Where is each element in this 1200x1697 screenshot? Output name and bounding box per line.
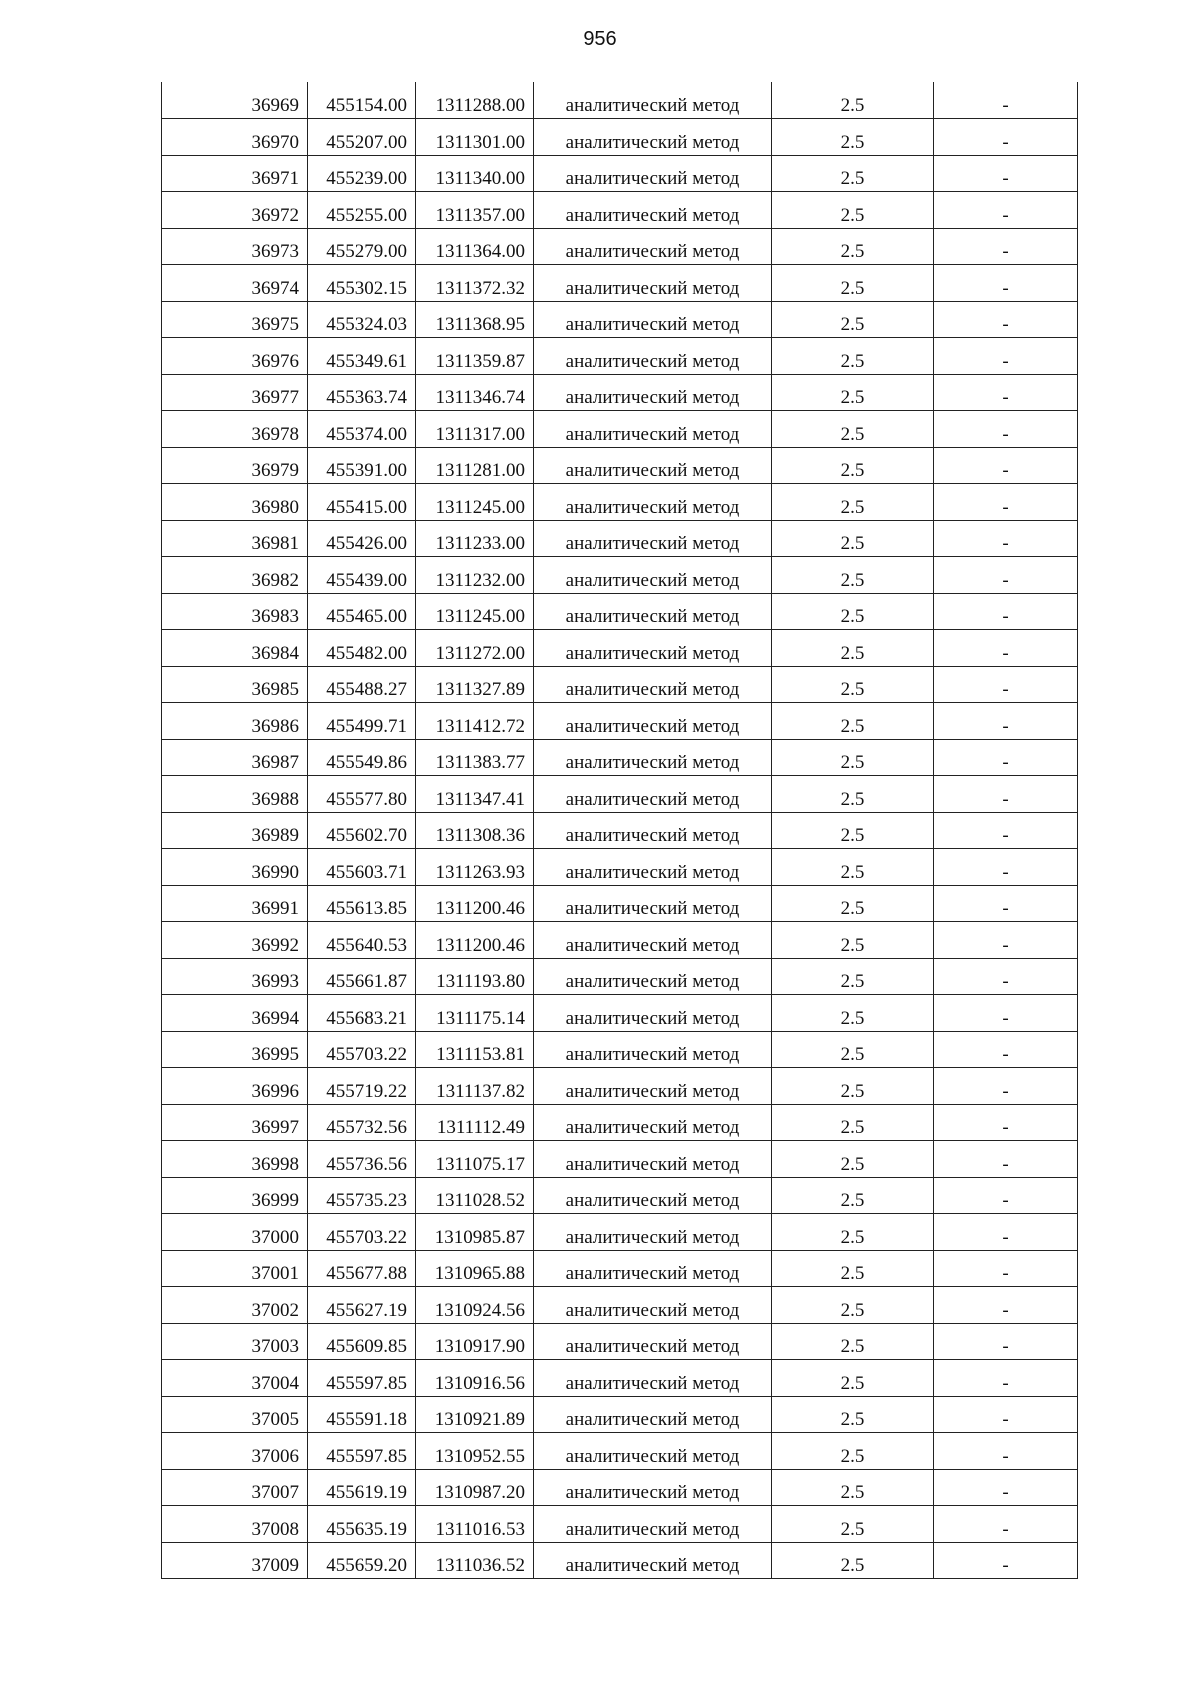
description-cell: - <box>934 666 1078 703</box>
description-cell: - <box>934 520 1078 557</box>
accuracy-cell: 2.5 <box>772 593 934 630</box>
point-number-cell: 36974 <box>162 265 308 302</box>
x-coordinate-cell: 455207.00 <box>308 119 416 156</box>
description-cell: - <box>934 228 1078 265</box>
point-number-cell: 37006 <box>162 1433 308 1470</box>
y-coordinate-cell: 1311193.80 <box>416 958 534 995</box>
y-coordinate-cell: 1311327.89 <box>416 666 534 703</box>
accuracy-cell: 2.5 <box>772 520 934 557</box>
x-coordinate-cell: 455719.22 <box>308 1068 416 1105</box>
table-row <box>162 374 1078 411</box>
table-row <box>162 301 1078 338</box>
method-cell: аналитический метод <box>534 1433 772 1470</box>
point-number-cell: 36988 <box>162 776 308 813</box>
y-coordinate-cell: 1311016.53 <box>416 1506 534 1543</box>
method-cell: аналитический метод <box>534 630 772 667</box>
description-cell: - <box>934 922 1078 959</box>
table-row <box>162 849 1078 886</box>
table-row <box>162 82 1078 119</box>
method-cell: аналитический метод <box>534 192 772 229</box>
method-cell: аналитический метод <box>534 1214 772 1251</box>
accuracy-cell: 2.5 <box>772 1031 934 1068</box>
table-row <box>162 703 1078 740</box>
accuracy-cell: 2.5 <box>772 265 934 302</box>
x-coordinate-cell: 455302.15 <box>308 265 416 302</box>
accuracy-cell: 2.5 <box>772 630 934 667</box>
method-cell: аналитический метод <box>534 1287 772 1324</box>
description-cell: - <box>934 885 1078 922</box>
table-row <box>162 922 1078 959</box>
x-coordinate-cell: 455627.19 <box>308 1287 416 1324</box>
description-cell: - <box>934 447 1078 484</box>
table-row <box>162 1104 1078 1141</box>
table-row <box>162 885 1078 922</box>
point-number-cell: 36987 <box>162 739 308 776</box>
method-cell: аналитический метод <box>534 484 772 521</box>
accuracy-cell: 2.5 <box>772 1068 934 1105</box>
method-cell: аналитический метод <box>534 703 772 740</box>
point-number-cell: 36982 <box>162 557 308 594</box>
coordinates-table-body <box>162 82 1078 1579</box>
y-coordinate-cell: 1310965.88 <box>416 1250 534 1287</box>
y-coordinate-cell: 1310985.87 <box>416 1214 534 1251</box>
table-row <box>162 1250 1078 1287</box>
x-coordinate-cell: 455499.71 <box>308 703 416 740</box>
x-coordinate-cell: 455602.70 <box>308 812 416 849</box>
table-row <box>162 265 1078 302</box>
y-coordinate-cell: 1311340.00 <box>416 155 534 192</box>
x-coordinate-cell: 455597.85 <box>308 1433 416 1470</box>
method-cell: аналитический метод <box>534 1104 772 1141</box>
method-cell: аналитический метод <box>534 885 772 922</box>
accuracy-cell: 2.5 <box>772 922 934 959</box>
method-cell: аналитический метод <box>534 265 772 302</box>
method-cell: аналитический метод <box>534 1068 772 1105</box>
table-row <box>162 1360 1078 1397</box>
x-coordinate-cell: 455154.00 <box>308 82 416 119</box>
table-row <box>162 1396 1078 1433</box>
accuracy-cell: 2.5 <box>772 958 934 995</box>
y-coordinate-cell: 1311245.00 <box>416 484 534 521</box>
point-number-cell: 37005 <box>162 1396 308 1433</box>
method-cell: аналитический метод <box>534 119 772 156</box>
description-cell: - <box>934 1433 1078 1470</box>
y-coordinate-cell: 1311412.72 <box>416 703 534 740</box>
y-coordinate-cell: 1311368.95 <box>416 301 534 338</box>
method-cell: аналитический метод <box>534 666 772 703</box>
x-coordinate-cell: 455349.61 <box>308 338 416 375</box>
point-number-cell: 36970 <box>162 119 308 156</box>
x-coordinate-cell: 455426.00 <box>308 520 416 557</box>
table-row <box>162 119 1078 156</box>
point-number-cell: 36980 <box>162 484 308 521</box>
method-cell: аналитический метод <box>534 82 772 119</box>
x-coordinate-cell: 455683.21 <box>308 995 416 1032</box>
description-cell: - <box>934 812 1078 849</box>
description-cell: - <box>934 155 1078 192</box>
table-row <box>162 1469 1078 1506</box>
y-coordinate-cell: 1311233.00 <box>416 520 534 557</box>
point-number-cell: 36975 <box>162 301 308 338</box>
x-coordinate-cell: 455640.53 <box>308 922 416 959</box>
accuracy-cell: 2.5 <box>772 228 934 265</box>
y-coordinate-cell: 1311200.46 <box>416 922 534 959</box>
x-coordinate-cell: 455732.56 <box>308 1104 416 1141</box>
y-coordinate-cell: 1311347.41 <box>416 776 534 813</box>
y-coordinate-cell: 1311153.81 <box>416 1031 534 1068</box>
description-cell: - <box>934 1287 1078 1324</box>
method-cell: аналитический метод <box>534 447 772 484</box>
point-number-cell: 36981 <box>162 520 308 557</box>
description-cell: - <box>934 338 1078 375</box>
point-number-cell: 36995 <box>162 1031 308 1068</box>
method-cell: аналитический метод <box>534 1542 772 1579</box>
y-coordinate-cell: 1311112.49 <box>416 1104 534 1141</box>
point-number-cell: 36976 <box>162 338 308 375</box>
table-row <box>162 1214 1078 1251</box>
method-cell: аналитический метод <box>534 1506 772 1543</box>
point-number-cell: 36979 <box>162 447 308 484</box>
method-cell: аналитический метод <box>534 1031 772 1068</box>
table-row <box>162 812 1078 849</box>
y-coordinate-cell: 1311232.00 <box>416 557 534 594</box>
point-number-cell: 36978 <box>162 411 308 448</box>
point-number-cell: 36996 <box>162 1068 308 1105</box>
table-row <box>162 995 1078 1032</box>
table-row <box>162 1506 1078 1543</box>
table-row <box>162 338 1078 375</box>
description-cell: - <box>934 1506 1078 1543</box>
table-row <box>162 958 1078 995</box>
description-cell: - <box>934 1068 1078 1105</box>
y-coordinate-cell: 1311137.82 <box>416 1068 534 1105</box>
point-number-cell: 36985 <box>162 666 308 703</box>
description-cell: - <box>934 995 1078 1032</box>
method-cell: аналитический метод <box>534 849 772 886</box>
method-cell: аналитический метод <box>534 557 772 594</box>
description-cell: - <box>934 301 1078 338</box>
point-number-cell: 36990 <box>162 849 308 886</box>
accuracy-cell: 2.5 <box>772 192 934 229</box>
y-coordinate-cell: 1311383.77 <box>416 739 534 776</box>
x-coordinate-cell: 455391.00 <box>308 447 416 484</box>
table-row <box>162 593 1078 630</box>
accuracy-cell: 2.5 <box>772 119 934 156</box>
point-number-cell: 36994 <box>162 995 308 1032</box>
table-row <box>162 739 1078 776</box>
table-row <box>162 1031 1078 1068</box>
method-cell: аналитический метод <box>534 1141 772 1178</box>
table-row <box>162 484 1078 521</box>
method-cell: аналитический метод <box>534 922 772 959</box>
point-number-cell: 36986 <box>162 703 308 740</box>
description-cell: - <box>934 265 1078 302</box>
accuracy-cell: 2.5 <box>772 1250 934 1287</box>
description-cell: - <box>934 1469 1078 1506</box>
x-coordinate-cell: 455659.20 <box>308 1542 416 1579</box>
point-number-cell: 36992 <box>162 922 308 959</box>
method-cell: аналитический метод <box>534 301 772 338</box>
accuracy-cell: 2.5 <box>772 1360 934 1397</box>
accuracy-cell: 2.5 <box>772 557 934 594</box>
x-coordinate-cell: 455577.80 <box>308 776 416 813</box>
x-coordinate-cell: 455619.19 <box>308 1469 416 1506</box>
accuracy-cell: 2.5 <box>772 1323 934 1360</box>
table-row <box>162 1287 1078 1324</box>
accuracy-cell: 2.5 <box>772 82 934 119</box>
accuracy-cell: 2.5 <box>772 338 934 375</box>
method-cell: аналитический метод <box>534 1469 772 1506</box>
accuracy-cell: 2.5 <box>772 885 934 922</box>
table-row <box>162 666 1078 703</box>
table-row <box>162 1177 1078 1214</box>
accuracy-cell: 2.5 <box>772 776 934 813</box>
accuracy-cell: 2.5 <box>772 301 934 338</box>
method-cell: аналитический метод <box>534 520 772 557</box>
y-coordinate-cell: 1311200.46 <box>416 885 534 922</box>
x-coordinate-cell: 455635.19 <box>308 1506 416 1543</box>
x-coordinate-cell: 455415.00 <box>308 484 416 521</box>
description-cell: - <box>934 484 1078 521</box>
point-number-cell: 36991 <box>162 885 308 922</box>
x-coordinate-cell: 455374.00 <box>308 411 416 448</box>
accuracy-cell: 2.5 <box>772 1214 934 1251</box>
x-coordinate-cell: 455677.88 <box>308 1250 416 1287</box>
accuracy-cell: 2.5 <box>772 1506 934 1543</box>
point-number-cell: 37002 <box>162 1287 308 1324</box>
point-number-cell: 36983 <box>162 593 308 630</box>
x-coordinate-cell: 455613.85 <box>308 885 416 922</box>
method-cell: аналитический метод <box>534 995 772 1032</box>
table-row <box>162 1323 1078 1360</box>
accuracy-cell: 2.5 <box>772 155 934 192</box>
table-row <box>162 1141 1078 1178</box>
point-number-cell: 36969 <box>162 82 308 119</box>
point-number-cell: 37007 <box>162 1469 308 1506</box>
x-coordinate-cell: 455488.27 <box>308 666 416 703</box>
method-cell: аналитический метод <box>534 228 772 265</box>
table-row <box>162 520 1078 557</box>
method-cell: аналитический метод <box>534 776 772 813</box>
description-cell: - <box>934 557 1078 594</box>
method-cell: аналитический метод <box>534 155 772 192</box>
point-number-cell: 37001 <box>162 1250 308 1287</box>
y-coordinate-cell: 1311288.00 <box>416 82 534 119</box>
point-number-cell: 37000 <box>162 1214 308 1251</box>
description-cell: - <box>934 849 1078 886</box>
accuracy-cell: 2.5 <box>772 1287 934 1324</box>
y-coordinate-cell: 1311075.17 <box>416 1141 534 1178</box>
y-coordinate-cell: 1310924.56 <box>416 1287 534 1324</box>
point-number-cell: 36989 <box>162 812 308 849</box>
method-cell: аналитический метод <box>534 1396 772 1433</box>
point-number-cell: 36971 <box>162 155 308 192</box>
y-coordinate-cell: 1311359.87 <box>416 338 534 375</box>
y-coordinate-cell: 1310916.56 <box>416 1360 534 1397</box>
x-coordinate-cell: 455324.03 <box>308 301 416 338</box>
point-number-cell: 36972 <box>162 192 308 229</box>
method-cell: аналитический метод <box>534 338 772 375</box>
y-coordinate-cell: 1310987.20 <box>416 1469 534 1506</box>
description-cell: - <box>934 192 1078 229</box>
accuracy-cell: 2.5 <box>772 1177 934 1214</box>
accuracy-cell: 2.5 <box>772 1396 934 1433</box>
accuracy-cell: 2.5 <box>772 411 934 448</box>
table-row <box>162 155 1078 192</box>
y-coordinate-cell: 1311245.00 <box>416 593 534 630</box>
accuracy-cell: 2.5 <box>772 374 934 411</box>
x-coordinate-cell: 455603.71 <box>308 849 416 886</box>
point-number-cell: 37003 <box>162 1323 308 1360</box>
x-coordinate-cell: 455363.74 <box>308 374 416 411</box>
point-number-cell: 36984 <box>162 630 308 667</box>
point-number-cell: 36999 <box>162 1177 308 1214</box>
accuracy-cell: 2.5 <box>772 849 934 886</box>
x-coordinate-cell: 455736.56 <box>308 1141 416 1178</box>
description-cell: - <box>934 1104 1078 1141</box>
x-coordinate-cell: 455591.18 <box>308 1396 416 1433</box>
method-cell: аналитический метод <box>534 958 772 995</box>
table-row <box>162 228 1078 265</box>
method-cell: аналитический метод <box>534 1323 772 1360</box>
table-row <box>162 411 1078 448</box>
x-coordinate-cell: 455597.85 <box>308 1360 416 1397</box>
point-number-cell: 36997 <box>162 1104 308 1141</box>
y-coordinate-cell: 1311036.52 <box>416 1542 534 1579</box>
description-cell: - <box>934 958 1078 995</box>
description-cell: - <box>934 1396 1078 1433</box>
accuracy-cell: 2.5 <box>772 1141 934 1178</box>
description-cell: - <box>934 1323 1078 1360</box>
description-cell: - <box>934 593 1078 630</box>
x-coordinate-cell: 455549.86 <box>308 739 416 776</box>
description-cell: - <box>934 739 1078 776</box>
method-cell: аналитический метод <box>534 1177 772 1214</box>
method-cell: аналитический метод <box>534 374 772 411</box>
accuracy-cell: 2.5 <box>772 447 934 484</box>
description-cell: - <box>934 630 1078 667</box>
x-coordinate-cell: 455482.00 <box>308 630 416 667</box>
y-coordinate-cell: 1311263.93 <box>416 849 534 886</box>
x-coordinate-cell: 455255.00 <box>308 192 416 229</box>
point-number-cell: 37009 <box>162 1542 308 1579</box>
x-coordinate-cell: 455661.87 <box>308 958 416 995</box>
accuracy-cell: 2.5 <box>772 703 934 740</box>
method-cell: аналитический метод <box>534 1360 772 1397</box>
x-coordinate-cell: 455609.85 <box>308 1323 416 1360</box>
method-cell: аналитический метод <box>534 739 772 776</box>
accuracy-cell: 2.5 <box>772 1542 934 1579</box>
point-number-cell: 37008 <box>162 1506 308 1543</box>
table-row <box>162 447 1078 484</box>
accuracy-cell: 2.5 <box>772 1469 934 1506</box>
description-cell: - <box>934 119 1078 156</box>
point-number-cell: 36998 <box>162 1141 308 1178</box>
table-row <box>162 776 1078 813</box>
description-cell: - <box>934 776 1078 813</box>
y-coordinate-cell: 1311308.36 <box>416 812 534 849</box>
coordinates-table <box>161 82 1078 1579</box>
x-coordinate-cell: 455239.00 <box>308 155 416 192</box>
table-row <box>162 1542 1078 1579</box>
description-cell: - <box>934 411 1078 448</box>
y-coordinate-cell: 1310921.89 <box>416 1396 534 1433</box>
x-coordinate-cell: 455279.00 <box>308 228 416 265</box>
x-coordinate-cell: 455703.22 <box>308 1031 416 1068</box>
description-cell: - <box>934 1141 1078 1178</box>
description-cell: - <box>934 1214 1078 1251</box>
description-cell: - <box>934 1031 1078 1068</box>
description-cell: - <box>934 1360 1078 1397</box>
point-number-cell: 36973 <box>162 228 308 265</box>
point-number-cell: 36977 <box>162 374 308 411</box>
accuracy-cell: 2.5 <box>772 995 934 1032</box>
method-cell: аналитический метод <box>534 593 772 630</box>
accuracy-cell: 2.5 <box>772 1104 934 1141</box>
table-row <box>162 192 1078 229</box>
description-cell: - <box>934 1177 1078 1214</box>
point-number-cell: 37004 <box>162 1360 308 1397</box>
table-row <box>162 1433 1078 1470</box>
x-coordinate-cell: 455439.00 <box>308 557 416 594</box>
description-cell: - <box>934 1542 1078 1579</box>
accuracy-cell: 2.5 <box>772 484 934 521</box>
y-coordinate-cell: 1311272.00 <box>416 630 534 667</box>
description-cell: - <box>934 82 1078 119</box>
point-number-cell: 36993 <box>162 958 308 995</box>
x-coordinate-cell: 455735.23 <box>308 1177 416 1214</box>
y-coordinate-cell: 1311317.00 <box>416 411 534 448</box>
y-coordinate-cell: 1311175.14 <box>416 995 534 1032</box>
y-coordinate-cell: 1311281.00 <box>416 447 534 484</box>
accuracy-cell: 2.5 <box>772 739 934 776</box>
table-row <box>162 1068 1078 1105</box>
accuracy-cell: 2.5 <box>772 812 934 849</box>
table-row <box>162 557 1078 594</box>
accuracy-cell: 2.5 <box>772 666 934 703</box>
y-coordinate-cell: 1311301.00 <box>416 119 534 156</box>
x-coordinate-cell: 455703.22 <box>308 1214 416 1251</box>
description-cell: - <box>934 374 1078 411</box>
method-cell: аналитический метод <box>534 411 772 448</box>
y-coordinate-cell: 1311028.52 <box>416 1177 534 1214</box>
y-coordinate-cell: 1311346.74 <box>416 374 534 411</box>
page-number: 956 <box>583 28 617 50</box>
y-coordinate-cell: 1310917.90 <box>416 1323 534 1360</box>
x-coordinate-cell: 455465.00 <box>308 593 416 630</box>
method-cell: аналитический метод <box>534 812 772 849</box>
y-coordinate-cell: 1311364.00 <box>416 228 534 265</box>
description-cell: - <box>934 703 1078 740</box>
y-coordinate-cell: 1311372.32 <box>416 265 534 302</box>
y-coordinate-cell: 1311357.00 <box>416 192 534 229</box>
y-coordinate-cell: 1310952.55 <box>416 1433 534 1470</box>
method-cell: аналитический метод <box>534 1250 772 1287</box>
table-row <box>162 630 1078 667</box>
description-cell: - <box>934 1250 1078 1287</box>
accuracy-cell: 2.5 <box>772 1433 934 1470</box>
